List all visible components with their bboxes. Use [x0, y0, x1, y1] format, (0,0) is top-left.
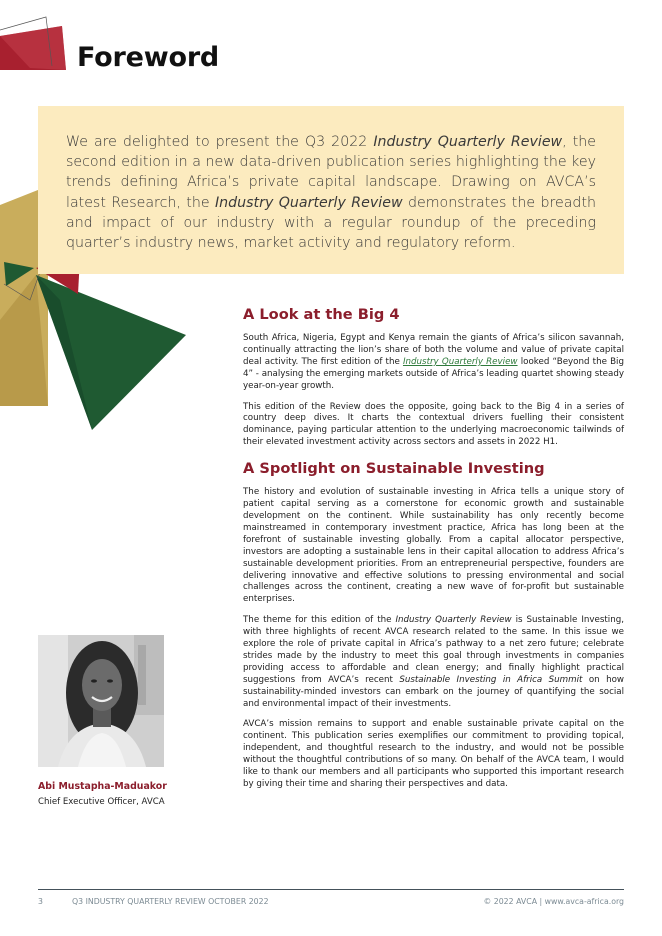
footer-page-number: 3 — [38, 897, 43, 906]
green-small-triangle-shape — [4, 262, 34, 286]
intro-paragraph — [66, 132, 596, 253]
author-role: Chief Executive Officer, AVCA — [38, 797, 165, 807]
green-triangle-dark-shape — [36, 275, 92, 430]
section-heading-big4: A Look at the Big 4 — [243, 306, 400, 323]
intro-publication-title: Industry Quarterly Review — [214, 194, 403, 211]
footer-divider — [38, 889, 624, 890]
author-name: Abi Mustapha-Maduakor — [38, 781, 167, 792]
text-part: looked “Beyond the Big 4” - analysing the emerging markets outside of Africa’s leading quartet showing steady year-on-year growth. — [243, 356, 624, 391]
footer-publication: Q3 INDUSTRY QUARTERLY REVIEW OCTOBER 2022 — [72, 897, 269, 906]
intro-text-part: demonstrates the breadth and impact of our industry with a regular roundup of the preceding quarter’s industry news, market activity and regulatory reform. — [66, 194, 596, 252]
intro-publication-title: Industry Quarterly Review — [373, 134, 563, 150]
publication-title: Industry Quarterly Review — [395, 615, 512, 626]
big4-paragraph-1 — [243, 333, 624, 393]
page-title: Foreword — [77, 42, 220, 73]
intro-text-part: , the second edition in a new data-driven publication series highlighting the key trends defining Africa’s private capital landscape. Drawing on AVCA’s latest Research, the — [66, 134, 596, 211]
text-part: on how sustainability-minded investors can embark on the journey of quantifying the social and environmental impact of their investments. — [243, 674, 624, 709]
thin-outline-shape — [4, 272, 40, 300]
footer-copyright[interactable]: © 2022 AVCA | www.avca-africa.org — [483, 897, 624, 906]
main-content — [243, 306, 624, 800]
green-triangle-shape — [36, 275, 186, 430]
sustainable-paragraph-1: The history and evolution of sustainable investing in Africa tells a unique story of patient capital serving as a cornerstone for economic growth and sustainable development on the continent. While sustainability has only recently become mainstreamed in contemporary investment practice, Africa has long been at the forefront of sustainable investing globally. From a capital allocator perspective, investors are adopting a sustainable lens in their capital allocation to address Africa’s sustainable development priorities. From an entrepreneurial perspective, founders are delivering innovative and effective solutions to pressing environmental and social challenges across the continent, creating a new wave of for-profit but sustainable enterprises. — [243, 487, 624, 605]
text-part: is Sustainable Investing, with three highlights of recent AVCA research related to the same. In this issue we explore the role of private capital in Africa’s pathway to a net zero future; celebrate strides made by the industry to meet this goal through investments in companies providing access to affordable and clean energy; and finally highlight practical suggestions from AVCA’s recent — [243, 615, 624, 685]
section-heading-sustainable: A Spotlight on Sustainable Investing — [243, 460, 545, 478]
intro-text-part: We are delighted to present the Q3 2022 — [66, 134, 374, 150]
big4-paragraph-2: This edition of the Review does the opposite, going back to the Big 4 in a series of country deep dives. It charts the contextual drivers fuelling their consistent dominance, paying particular attention to the underlying macroeconomic tailwinds of their elevated investment activity across sectors and assets in 2022 H1. — [243, 401, 624, 448]
banner-outline-shape — [0, 17, 52, 66]
sustainable-paragraph-2 — [243, 615, 624, 710]
red-banner-shape — [0, 26, 66, 70]
text-part: The theme for this edition of the — [243, 615, 396, 626]
summit-title: Sustainable Investing in Africa Summit — [399, 674, 583, 685]
text-part: South Africa, Nigeria, Egypt and Kenya remain the giants of Africa’s silicon savannah, continually attracting the lion’s share of both the volume and value of private capital deal activity. The first edition of the — [243, 333, 624, 367]
author-photo — [38, 635, 164, 767]
industry-review-link[interactable]: Industry Quarterly Review — [402, 356, 518, 367]
sustainable-paragraph-3: AVCA’s mission remains to support and enable sustainable private capital on the continent. This publication series exemplifies our commitment to providing topical, independent, and thoughtful research to the industry, and would not be possible without the thoughtful contributions of so many. On behalf of the AVCA team, I would like to thank our members and all participants who supported this important research by giving their time and sharing their perspectives and data. — [243, 719, 624, 789]
gold-triangle-lower-shape — [0, 275, 48, 406]
red-banner-light-shape — [0, 26, 66, 70]
